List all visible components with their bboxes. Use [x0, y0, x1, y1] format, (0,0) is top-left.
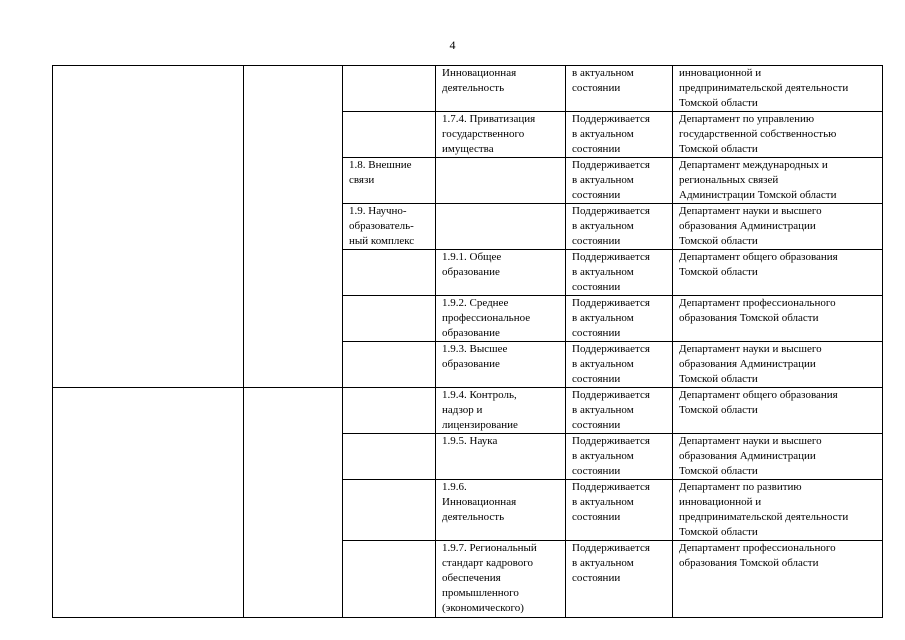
subsection-cell: 1.9.4. Контроль, надзор и лицензирование: [436, 388, 566, 434]
section-cell: [343, 112, 436, 158]
responsible-cell: Департамент науки и высшего образования Администрации Томской области: [673, 342, 883, 388]
status-cell: Поддерживается в актуальном состоянии: [566, 480, 673, 541]
table-row: [53, 388, 883, 434]
subsection-cell: 1.9.1. Общее образование: [436, 250, 566, 296]
responsible-cell: Департамент по развитию инновационной и предпринимательской деятельности Томской области: [673, 480, 883, 541]
empty-cell: [53, 66, 244, 388]
responsible-cell: Департамент по управлению государственной собственностью Томской области: [673, 112, 883, 158]
section-cell: 1.8. Внешние связи: [343, 158, 436, 204]
empty-cell: [244, 388, 343, 618]
responsible-cell: Департамент общего образования Томской области: [673, 250, 883, 296]
status-cell: Поддерживается в актуальном состоянии: [566, 250, 673, 296]
section-cell: 1.9. Научно- образователь- ный комплекс: [343, 204, 436, 250]
responsible-cell: Департамент науки и высшего образования Администрации Томской области: [673, 434, 883, 480]
section-cell: [343, 66, 436, 112]
subsection-cell: 1.9.7. Региональный стандарт кадрового обеспечения промышленного (экономического): [436, 541, 566, 618]
empty-cell: [53, 388, 244, 618]
table-row: [53, 66, 883, 112]
responsible-cell: Департамент общего образования Томской области: [673, 388, 883, 434]
responsible-cell: Департамент профессионального образования Томской области: [673, 296, 883, 342]
responsible-cell: Департамент профессионального образования Томской области: [673, 541, 883, 618]
section-cell: [343, 388, 436, 434]
status-cell: в актуальном состоянии: [566, 66, 673, 112]
subsection-cell: Инновационная деятельность: [436, 66, 566, 112]
section-cell: [343, 480, 436, 541]
status-cell: Поддерживается в актуальном состоянии: [566, 158, 673, 204]
status-cell: Поддерживается в актуальном состоянии: [566, 204, 673, 250]
subsection-cell: [436, 204, 566, 250]
status-cell: Поддерживается в актуальном состоянии: [566, 434, 673, 480]
section-cell: [343, 434, 436, 480]
subsection-cell: 1.9.3. Высшее образование: [436, 342, 566, 388]
status-cell: Поддерживается в актуальном состоянии: [566, 296, 673, 342]
subsection-cell: 1.7.4. Приватизация государственного имущества: [436, 112, 566, 158]
status-cell: Поддерживается в актуальном состоянии: [566, 112, 673, 158]
section-cell: [343, 342, 436, 388]
status-cell: Поддерживается в актуальном состоянии: [566, 342, 673, 388]
section-cell: [343, 541, 436, 618]
status-cell: Поддерживается в актуальном состоянии: [566, 541, 673, 618]
document-table: [52, 65, 883, 618]
status-cell: Поддерживается в актуальном состоянии: [566, 388, 673, 434]
page-number: 4: [449, 38, 456, 52]
subsection-cell: [436, 158, 566, 204]
subsection-cell: 1.9.2. Среднее профессиональное образование: [436, 296, 566, 342]
section-cell: [343, 250, 436, 296]
responsible-cell: Департамент международных и региональных связей Администрации Томской области: [673, 158, 883, 204]
subsection-cell: 1.9.6. Инновационная деятельность: [436, 480, 566, 541]
responsible-cell: инновационной и предпринимательской деятельности Томской области: [673, 66, 883, 112]
responsible-cell: Департамент науки и высшего образования Администрации Томской области: [673, 204, 883, 250]
subsection-cell: 1.9.5. Наука: [436, 434, 566, 480]
empty-cell: [244, 66, 343, 388]
section-cell: [343, 296, 436, 342]
